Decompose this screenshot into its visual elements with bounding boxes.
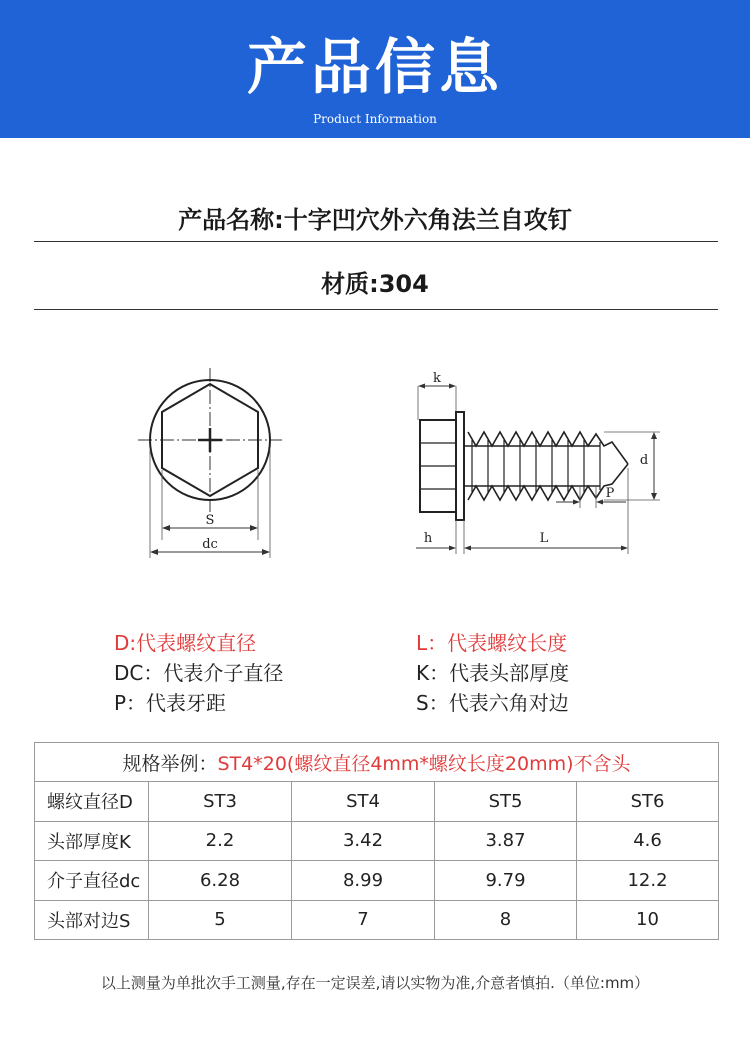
- product-name: 产品名称:十字凹穴外六角法兰自攻钉: [178, 206, 572, 234]
- spec-table: [34, 742, 719, 940]
- row-label: 头部对边S: [35, 900, 149, 940]
- banner-title: 产品信息: [247, 33, 503, 103]
- legend-item-dc: DC：代表介子直径: [114, 661, 284, 685]
- table-cell: 10: [577, 900, 719, 940]
- legend-item-s: S：代表六角对边: [416, 691, 569, 715]
- table-row: [35, 821, 719, 861]
- row-label: 介子直径dc: [35, 861, 149, 901]
- table-cell: ST6: [577, 782, 719, 822]
- row-label: 头部厚度K: [35, 821, 149, 861]
- table-cell: ST5: [435, 782, 577, 822]
- label-p: P: [605, 486, 615, 501]
- table-cell: 2.2: [149, 821, 292, 861]
- caption-prefix: 规格举例：: [122, 752, 218, 775]
- divider-top: [34, 241, 718, 242]
- label-h: h: [423, 531, 433, 546]
- table-cell: ST4: [292, 782, 435, 822]
- row-label: 螺纹直径D: [35, 782, 149, 822]
- table-caption-row: [35, 743, 719, 782]
- label-k: k: [433, 371, 441, 386]
- label-dc: dc: [202, 537, 218, 552]
- table-cell: 5: [149, 900, 292, 940]
- table-cell: 8.99: [292, 861, 435, 901]
- header-banner: [0, 0, 750, 138]
- table-cell: 4.6: [577, 821, 719, 861]
- thread-shank: [464, 432, 628, 500]
- table-row: [35, 782, 719, 822]
- table-cell: ST3: [149, 782, 292, 822]
- table-cell: 6.28: [149, 861, 292, 901]
- front-view: [138, 368, 282, 558]
- label-d: d: [639, 453, 649, 468]
- table-row: [35, 861, 719, 901]
- label-s: S: [205, 513, 215, 528]
- legend-right: [416, 628, 569, 718]
- side-view: [416, 371, 660, 554]
- flange-side: [456, 412, 464, 520]
- legend-left: [114, 628, 283, 718]
- screw-diagram: [0, 360, 750, 570]
- table-row: [35, 900, 719, 940]
- legend-item-p: P：代表牙距: [114, 691, 227, 715]
- table-caption: [35, 743, 719, 782]
- table-cell: 8: [435, 900, 577, 940]
- caption-example: ST4*20(螺纹直径4mm*螺纹长度20mm)不含头: [217, 752, 631, 775]
- divider-bottom: [34, 309, 718, 310]
- table-cell: 9.79: [435, 861, 577, 901]
- label-l: L: [539, 531, 549, 546]
- table-cell: 3.42: [292, 821, 435, 861]
- legend-item-d: D:代表螺纹直径: [114, 631, 257, 655]
- product-material: 材质:304: [321, 270, 429, 298]
- table-cell: 3.87: [435, 821, 577, 861]
- legend-item-k: K：代表头部厚度: [416, 661, 570, 685]
- measurement-footnote: 以上测量为单批次手工测量,存在一定误差,请以实物为准,介意者慎拍.（单位:mm）: [100, 974, 650, 992]
- banner-subtitle: Product Information: [313, 112, 437, 126]
- legend-item-l: L：代表螺纹长度: [416, 631, 568, 655]
- table-cell: 7: [292, 900, 435, 940]
- table-cell: 12.2: [577, 861, 719, 901]
